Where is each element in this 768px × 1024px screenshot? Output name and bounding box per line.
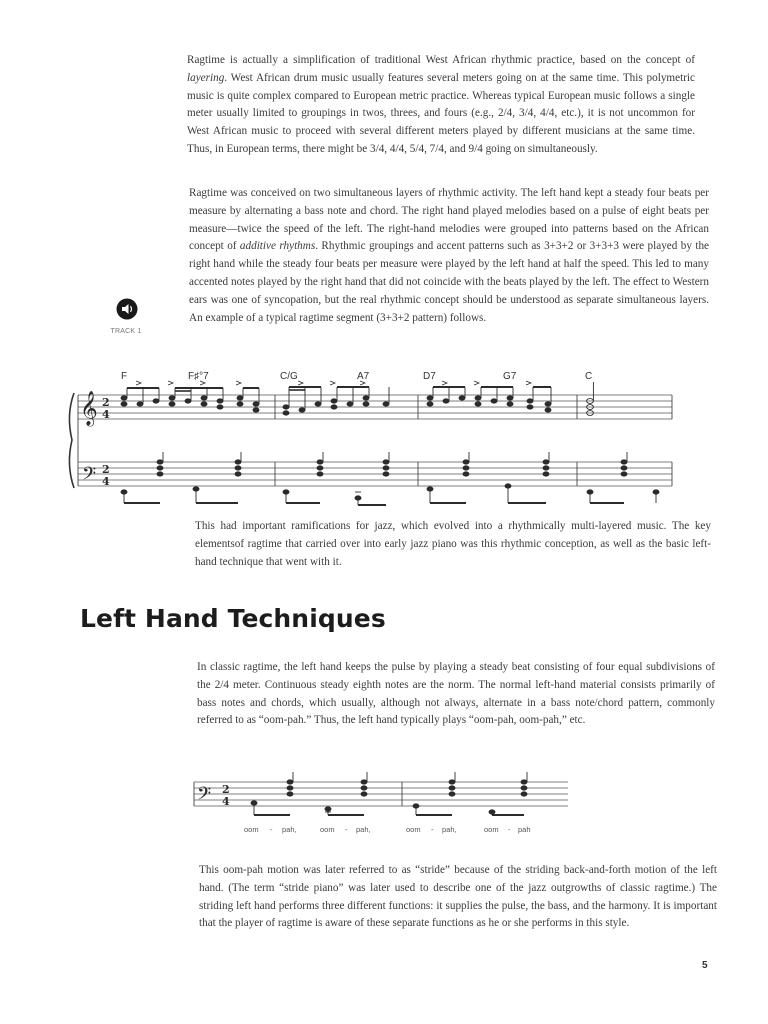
treble-notes — [121, 381, 593, 415]
lyric-syllable: oom — [406, 825, 421, 834]
time-signature-top: 2 — [222, 783, 230, 796]
chord-symbol: C/G — [280, 371, 298, 382]
chord-symbol: C — [585, 371, 593, 382]
paragraph-rhythmic-layers: Ragtime was conceived on two simultaneous layers of rhythmic activity. The left hand kept a steady four beats per measure by alternating a bass note and chord. The right hand played melodies based on a pulse of eight beats per measure—twice the speed of the left. The right-hand melodies were grouped into patterns based on the African concept of additive rhythms. Rhythmic groupings and accent patterns such as 3+3+2 or 3+3+3 were played by the right hand while the steady four beats per measure were played by the left hand at half the speed. This led to many accented notes played by the right hand that did not coincide with the beats played by the left. The effect to Western ears was one of syncopation, but the real rhythmic concept should be understood as separate simultaneous layers. An example of a typical ragtime segment (3+3+2 pattern) follows. — [189, 187, 710, 324]
grand-staff-brace — [69, 393, 74, 488]
oom-pah-lyrics — [244, 825, 531, 834]
time-signature-top: 2 — [102, 463, 110, 476]
chord-symbols — [121, 371, 592, 382]
emphasis-layering: layering — [187, 71, 225, 84]
lyric-syllable: pah, — [356, 825, 371, 834]
oom-pah-notes — [251, 772, 527, 815]
lyric-syllable: - — [508, 825, 511, 834]
track-badge[interactable] — [106, 298, 146, 342]
lyric-syllable: oom — [320, 825, 335, 834]
treble-staff — [78, 395, 672, 419]
ragtime-score-example — [0, 355, 768, 520]
paragraph-ramifications: This had important ramifications for jazz, which evolved into a rhythmically multi-layered music. The key elementsof ragtime that carried over into early jazz piano was this rhythmic conception, as well as the basic left-hand technique that went with it. — [195, 520, 711, 568]
bass-notes — [121, 452, 659, 505]
time-signature-bottom: 4 — [102, 475, 110, 488]
lyric-syllable: pah, — [282, 825, 297, 834]
lyric-syllable: oom — [484, 825, 499, 834]
time-signature-bottom: 4 — [102, 408, 110, 421]
chord-symbol: G7 — [503, 371, 517, 382]
time-signature-top: 2 — [102, 396, 110, 409]
audio-track-icon[interactable] — [116, 298, 138, 320]
treble-clef-icon: 𝄞 — [80, 391, 98, 426]
page-number: 5 — [702, 960, 708, 971]
lyric-syllable: oom — [244, 825, 259, 834]
chord-symbol: D7 — [423, 371, 436, 382]
emphasis-additive-rhythms: additive rhythms — [239, 240, 316, 253]
time-signature-bottom: 4 — [222, 795, 230, 808]
oom-pah-staff — [194, 782, 568, 806]
lyric-syllable: - — [431, 825, 434, 834]
paragraph-stride: This oom-pah motion was later referred to as “stride” because of the striding back-and-forth motion of the left hand. (The term “stride piano” was later used to describe one of the jazz outgrowths of classic ragtime.) The striding left hand performs three different functions: it supplies the pulse, the bass, and the harmony. It is important that the player of ragtime is aware of these separate functions as he or she performs in this style. — [199, 864, 717, 930]
track-label: TRACK 1 — [110, 328, 142, 335]
lyric-syllable: - — [270, 825, 273, 834]
bass-clef-icon: 𝄢 — [197, 784, 212, 809]
chord-symbol: F♯°7 — [188, 371, 209, 382]
bass-clef-icon: 𝄢 — [82, 464, 97, 489]
lyric-syllable: pah — [518, 825, 531, 834]
section-heading: Left Hand Techniques — [80, 604, 386, 633]
time-signature — [102, 396, 110, 488]
lyric-syllable: pah, — [442, 825, 457, 834]
chord-symbol: F — [121, 371, 128, 382]
oom-pah-score-example — [0, 760, 768, 840]
lyric-syllable: - — [345, 825, 348, 834]
chord-symbol: A7 — [357, 371, 370, 382]
paragraph-layering: Ragtime is actually a simplification of traditional West African rhythmic practice, based on the concept of layering. West African drum music usually features several meters going on at the same time. This polymetric music is quite complex compared to European metric practice. Whereas typical European music follows a single meter usually limited to groupings in twos, threes, and fours (e.g., 2/4, 3/4, 4/4, etc.), it is not uncommon for West African music to proceed with several different meters played by different musicians at the same time. Thus, in European terms, there might be 3/4, 4/4, 5/4, 7/4, and 9/4 going on simultaneously. — [187, 54, 695, 155]
barlines — [78, 395, 672, 486]
paragraph-classic-left-hand: In classic ragtime, the left hand keeps the pulse by playing a steady beat consisting of four equal subdivisions of the 2/4 meter. Continuous steady eighth notes are the norm. The normal left-hand material consists primarily of bass notes and chords, which usually, although not always, alternate in a bass note/chord pattern, commonly referred to as “oom-pah.” Thus, the left hand typically plays “oom-pah, oom-pah,” etc. — [197, 661, 715, 727]
bass-staff — [78, 462, 672, 486]
